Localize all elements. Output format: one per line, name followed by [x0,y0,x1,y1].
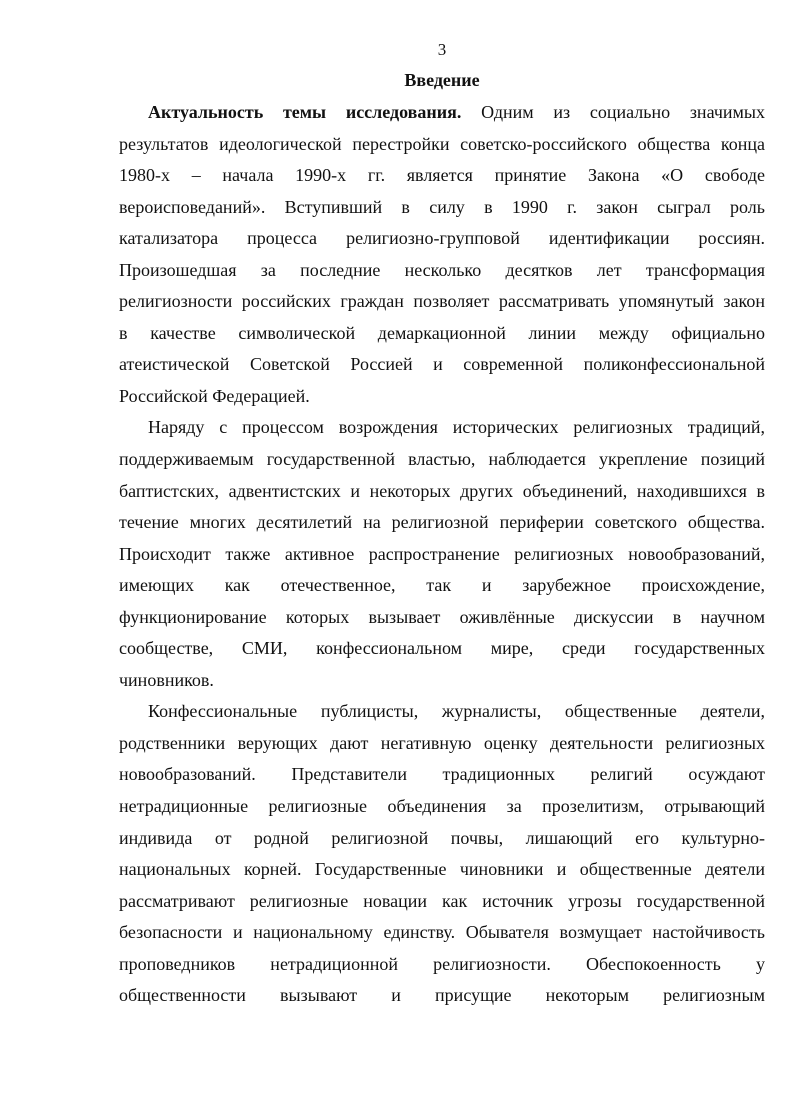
text-line: баптистских, адвентистских и некоторых других объединений, находившихся в [119,480,765,501]
section-heading: Введение [404,70,480,90]
text-line: Произошедшая за последние несколько десятков лет трансформация [119,259,765,280]
text-line: индивида от родной религиозной почвы, лишающий его культурно- [119,827,765,848]
text-line: вероисповеданий». Вступивший в силу в 1990 г. закон сыграл роль [119,196,765,217]
lead-phrase: Актуальность темы исследования. [148,102,462,122]
text-line: новообразований. Представители традиционных религий осуждают [119,764,765,785]
text-line: проповедников нетрадиционной религиозности. Обеспокоенность у [119,953,765,974]
text-line: атеистической Советской Россией и современной поликонфессиональной [119,354,765,375]
text-line: в качестве символической демаркационной линии между официально [119,322,765,343]
paragraph [119,97,765,412]
text-line: 1980-х – начала 1990-х гг. является принятие Закона «О свободе [119,165,765,186]
text-line: Российской Федерацией. [119,385,310,406]
text-line: Наряду с процессом возрождения исторических религиозных традиций, [148,417,765,438]
text-line: рассматривают религиозные новации как источник угрозы государственной [119,890,765,911]
text-line: результатов идеологической перестройки советско-российского общества конца [119,133,765,154]
text-line: Происходит также активное распространение религиозных новообразований, [119,543,765,564]
paragraph [119,412,765,696]
text-line: течение многих десятилетий на религиозной периферии советского общества. [119,512,765,533]
text-line: родственники верующих дают негативную оценку деятельности религиозных [119,732,765,753]
document-body [119,97,765,1012]
text-line: нетрадиционные религиозные объединения за прозелитизм, отрывающий [119,796,765,817]
text-line: безопасности и национальному единству. Обывателя возмущает настойчивость [119,922,765,943]
page-number: 3 [437,40,447,59]
text-line [119,97,765,129]
text-line: общественности вызывают и присущие некоторым религиозным [119,985,765,1006]
text-line: сообществе, СМИ, конфессиональном мире, среди государственных [119,638,765,659]
paragraph [119,696,765,1011]
text-line: катализатора процесса религиозно-групповой идентификации россиян. [119,228,765,249]
text-line: религиозности российских граждан позволяет рассматривать упомянутый закон [119,291,765,312]
text-line: имеющих как отечественное, так и зарубежное происхождение, [119,575,765,596]
text-line: функционирование которых вызывает оживлённые дискуссии в научном [119,606,765,627]
line-text: Одним из социально значимых [461,102,766,122]
text-line: Конфессиональные публицисты, журналисты, общественные деятели, [148,701,765,722]
text-line: поддерживаемым государственной властью, наблюдается укрепление позиций [119,449,765,470]
text-line: национальных корней. Государственные чиновники и общественные деятели [119,859,765,880]
text-line: чиновников. [119,669,214,690]
